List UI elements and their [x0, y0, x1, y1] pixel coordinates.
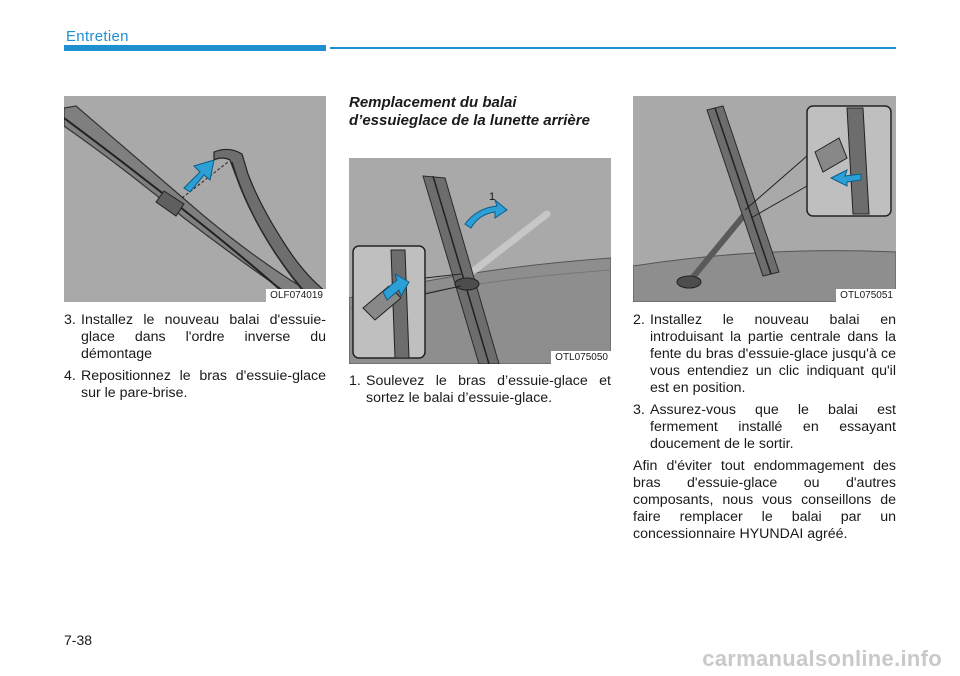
right-column: [633, 312, 896, 543]
page-number: 7-38: [64, 632, 93, 648]
item-number: 3.: [633, 402, 645, 418]
section-header: Entretien: [66, 28, 129, 45]
item-text: Soulevez le bras d’essuie-glace et sortez le balai d’essuie-glace.: [366, 373, 611, 406]
rear-wiper-lift-illustration: [349, 158, 611, 364]
left-column: [64, 312, 326, 407]
header-rule-thin: [330, 47, 896, 49]
figure-code: OTL075050: [551, 351, 611, 364]
item-text: Assurez-vous que le balai est fermement installé en essayant doucement de le sortir.: [650, 402, 896, 452]
wiper-blade-figure: [64, 96, 326, 302]
header-rule-thick: [64, 45, 326, 51]
list-item: [64, 368, 326, 402]
wiper-blade-illustration: [64, 96, 326, 302]
list-item: [633, 402, 896, 453]
item-text: Installez le nouveau balai d'essuie-glace dans l'ordre inverse du démontage: [81, 312, 326, 362]
watermark: carmanualsonline.info: [702, 646, 942, 671]
callout-number: 1: [489, 191, 496, 203]
item-number: 4.: [64, 368, 76, 384]
list-item: [349, 373, 611, 407]
list-item: [64, 312, 326, 363]
item-text: Repositionnez le bras d'essuie-glace sur le pare-brise.: [81, 368, 326, 401]
item-number: 2.: [633, 312, 645, 328]
rear-wiper-install-figure: [633, 96, 896, 302]
rear-wiper-install-illustration: [633, 96, 896, 302]
item-number: 3.: [64, 312, 76, 328]
item-text: Installez le nouveau balai en introduisant la partie centrale dans la fente du bras d'essuie-glace jusqu'à ce vous entendiez un clic indiquant qu'il est en position.: [650, 312, 896, 396]
rear-wiper-lift-figure: [349, 158, 611, 364]
middle-column: [349, 373, 611, 412]
figure-code: OLF074019: [266, 289, 326, 302]
section-title: Remplacement du balai d’essuieglace de la lunette arrière: [349, 94, 590, 129]
list-item: [633, 312, 896, 397]
item-number: 1.: [349, 373, 361, 389]
advice-paragraph: Afin d'éviter tout endommagement des bras d'essuie-glace ou d'autres composants, nous vous conseillons de faire remplacer le balai par un concessionnaire HYUNDAI agréé.: [633, 458, 896, 542]
figure-code: OTL075051: [836, 289, 896, 302]
